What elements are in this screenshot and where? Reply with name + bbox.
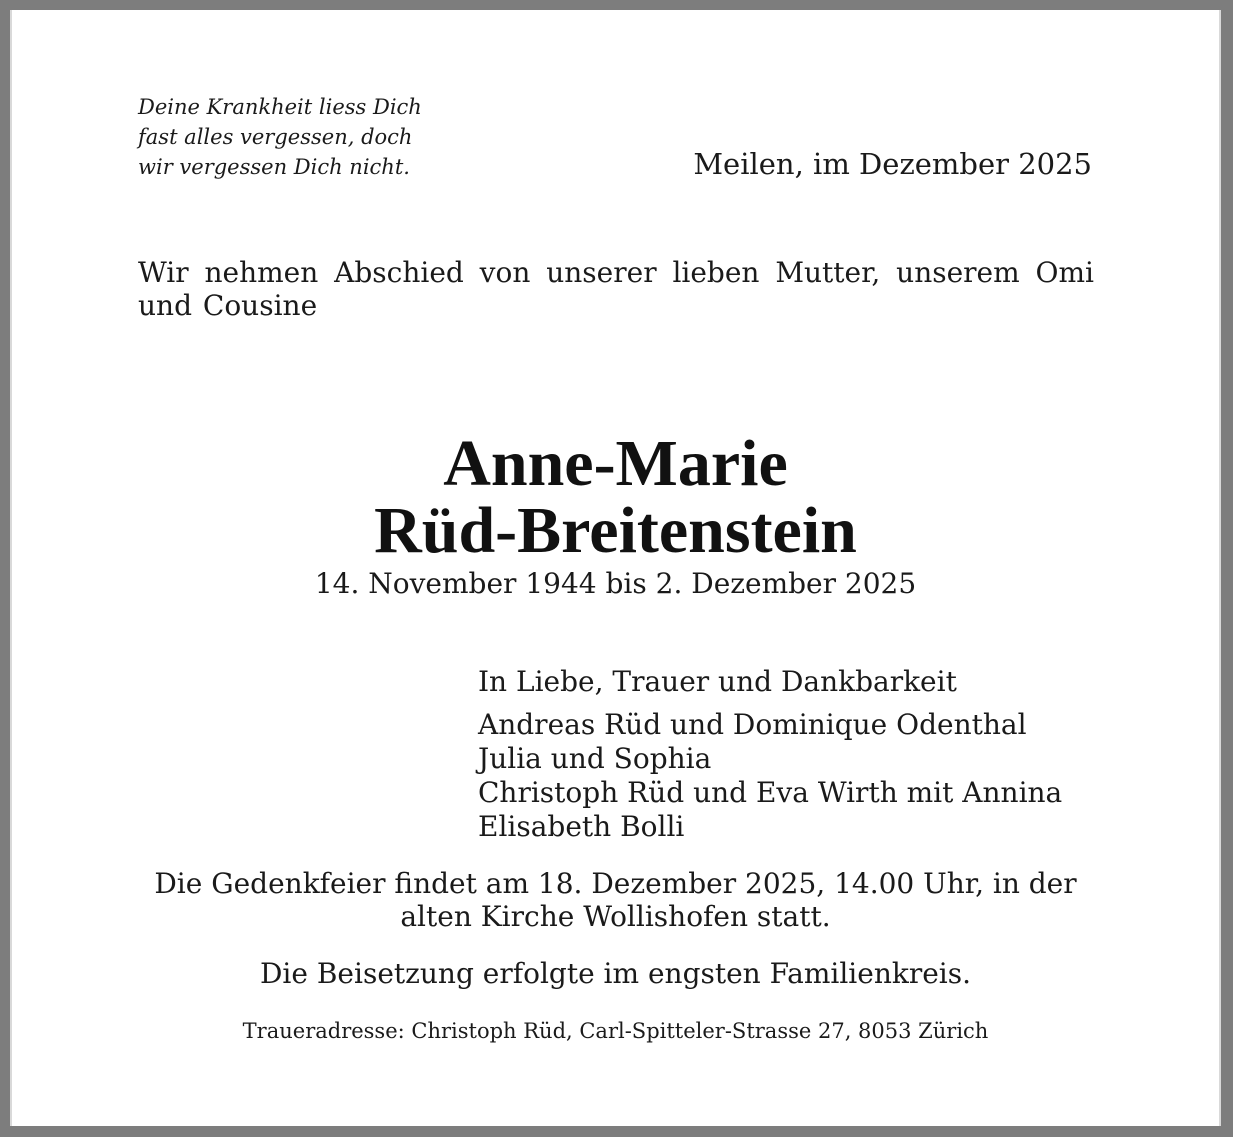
mourners-block	[478, 665, 1062, 844]
burial-notice: Die Beisetzung erfolgte im engsten Familienkreis.	[259, 957, 972, 990]
mourner-name: Elisabeth Bolli	[478, 810, 685, 843]
deceased-first-name: Anne-Marie	[443, 427, 788, 500]
place-date: Meilen, im Dezember 2025	[693, 147, 1092, 181]
ceremony-line: Die Gedenkfeier findet am 18. Dezember 2025, 14.00 Uhr, in der	[154, 867, 1077, 900]
quote-line: wir vergessen Dich nicht.	[138, 155, 410, 179]
memorial-quote	[138, 92, 422, 182]
life-dates: 14. November 1944 bis 2. Dezember 2025	[314, 567, 917, 600]
mourners-heading: In Liebe, Trauer und Dankbarkeit	[478, 665, 957, 698]
obituary-page	[10, 10, 1221, 1126]
ceremony-notice	[10, 867, 1221, 933]
mourner-name: Julia und Sophia	[478, 742, 712, 775]
mourner-name: Andreas Rüd und Dominique Odenthal	[478, 708, 1027, 741]
intro-text: Wir nehmen Abschied von unserer lieben Mutter, unserem Omi und Cousine	[138, 256, 1094, 322]
quote-line: Deine Krankheit liess Dich	[138, 95, 422, 119]
quote-line: fast alles vergessen, doch	[138, 125, 413, 149]
mourner-name: Christoph Rüd und Eva Wirth mit Annina	[478, 776, 1063, 809]
ceremony-line: alten Kirche Wollishofen statt.	[400, 900, 831, 933]
mourning-address: Traueradresse: Christoph Rüd, Carl-Spitteler-Strasse 27, 8053 Zürich	[242, 1019, 989, 1043]
deceased-last-name: Rüd-Breitenstein	[374, 494, 857, 567]
